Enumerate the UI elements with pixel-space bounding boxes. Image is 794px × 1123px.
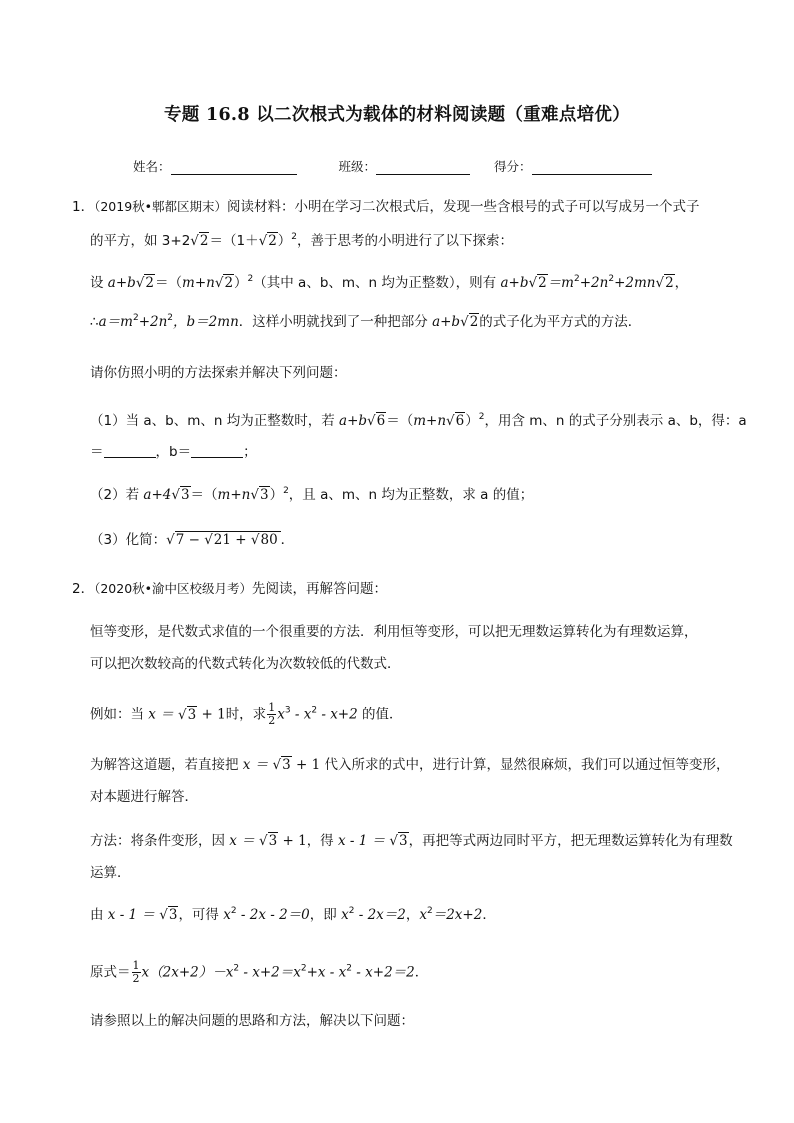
sqrt-expression (250, 486, 269, 504)
sqrt-expression (446, 412, 465, 430)
text: ， (674, 275, 689, 291)
q1-intro-line2 (90, 232, 513, 250)
exponent: 2 (132, 313, 139, 323)
math: ，b＝2mn (173, 314, 239, 330)
radicand: 21 + (213, 532, 251, 548)
text: ． (482, 907, 496, 923)
sqrt-expression (389, 832, 408, 850)
text: 设 (90, 275, 108, 291)
q2-intro: 先阅读，再解答问题： (252, 581, 388, 597)
math: ＝2x+2 (432, 907, 483, 923)
text: ． (280, 532, 295, 548)
text: （其中 a、b、m、n 均为正整数），则有 (253, 275, 501, 291)
radicand: 3 (180, 487, 190, 503)
text: ， (405, 907, 420, 923)
q1-part1-line2 (90, 443, 257, 461)
radicand: 2 (469, 314, 479, 330)
math: x (419, 907, 427, 923)
q2-number: 2． (72, 581, 95, 597)
fraction (132, 960, 141, 985)
radicand: 2 (268, 233, 277, 249)
text: ） (465, 413, 479, 429)
q2-para1-line2: 可以把次数较高的代数式转化为次数较低的代数式． (90, 656, 401, 672)
sqrt-expression (367, 412, 386, 430)
denominator: 2 (268, 714, 276, 727)
radicand: 3 (399, 833, 408, 849)
sqrt-expression (178, 706, 197, 724)
text: 例如：当 (90, 706, 149, 723)
sqrt-icon: √ (214, 275, 224, 291)
q2-source: （2020秋•渝中区校级月考） (94, 581, 253, 596)
radicand: 80 (260, 532, 278, 548)
math: - 2x - 2＝0 (236, 907, 310, 923)
q2-method-line1 (90, 832, 733, 850)
numerator: 1 (268, 701, 276, 714)
sqrt-icon: √ (204, 532, 213, 548)
sqrt-icon: √ (178, 706, 187, 723)
sqrt-expression (259, 832, 278, 850)
sqrt-icon: √ (258, 233, 268, 249)
math: a+b (339, 413, 368, 429)
exponent: 2 (348, 906, 355, 916)
text: ，b＝ (155, 444, 192, 460)
math: x ＝ (148, 706, 178, 723)
math: m+n (217, 487, 251, 503)
sqrt-icon: √ (135, 275, 145, 291)
q1-setup-line (90, 274, 688, 292)
radicand: 2 (224, 275, 234, 291)
math: - x (290, 706, 312, 723)
student-info-row (133, 157, 652, 175)
math: x (223, 907, 231, 923)
score-field[interactable] (532, 160, 652, 175)
sqrt-icon: √ (250, 532, 260, 548)
text: ＝（1＋ (209, 233, 259, 249)
q2-para1-line1: 恒等变形，是代数式求值的一个很重要的方法．利用恒等变形，可以把无理数运算转化为有理数运算， (90, 624, 698, 640)
exponent: 2 (247, 274, 254, 284)
q1-number: 1． (72, 199, 95, 215)
answer-blank-a[interactable] (104, 444, 156, 458)
text: ） (277, 233, 292, 249)
math: m+n (182, 275, 215, 291)
text: ） (269, 487, 284, 503)
math: a+b (500, 275, 529, 291)
exponent: 2 (478, 412, 485, 422)
title-prefix: 专题 (163, 105, 200, 125)
text: ，即 (309, 907, 342, 923)
text: ，再把等式两边同时平方，把无理数运算转化为有理数 (408, 833, 733, 849)
text: 方法：将条件变形，因 (90, 833, 230, 849)
exponent: 3 (284, 705, 291, 716)
math: + 1 (291, 757, 321, 773)
sqrt-icon: √ (460, 314, 469, 330)
sqrt-icon: √ (159, 907, 168, 923)
sqrt-icon: √ (171, 487, 180, 503)
text: ，可得 (178, 907, 224, 923)
q1-therefore-line (90, 313, 641, 331)
radicand: 7 − (175, 532, 205, 548)
sqrt-expression (460, 313, 479, 331)
exponent: 2 (346, 963, 353, 974)
radicand: 2 (538, 275, 547, 291)
q1-part1-line1 (90, 412, 747, 430)
q2-example (90, 702, 403, 727)
sqrt-icon: √ (166, 532, 175, 548)
text: 为解答这道题，若直接把 (90, 757, 243, 773)
q1-source: （2019秋•郫都区期末） (94, 199, 228, 214)
q1-instruction: 请你仿照小明的方法探索并解决下列问题： (90, 365, 347, 381)
math: - x+2＝2 (352, 964, 415, 981)
page-title (0, 101, 794, 126)
q2-original-expression (90, 960, 428, 985)
title-number: 16.8 (205, 105, 250, 125)
q1-part2 (90, 486, 533, 504)
radicand: 2 (665, 275, 674, 291)
radicand: 2 (199, 233, 209, 249)
text: ＝（ (386, 413, 414, 429)
radicand: 6 (376, 413, 386, 429)
class-label: 班级： (338, 159, 377, 174)
math: a＝m (98, 314, 133, 330)
name-label: 姓名： (133, 159, 171, 174)
sqrt-expression (273, 756, 292, 774)
text: ，用含 m、n 的式子分别表示 a、b，得：a (484, 413, 747, 429)
fraction (267, 702, 276, 727)
text: ） (234, 275, 248, 291)
q2-derive (90, 906, 496, 924)
radicand: 3 (268, 833, 278, 849)
math: m+n (413, 413, 447, 429)
math: x ＝ (242, 757, 273, 773)
text: 的值． (357, 706, 403, 723)
math: - 2x＝2 (354, 907, 406, 923)
sqrt-icon: √ (272, 757, 282, 773)
text: ． (414, 964, 429, 981)
math: x - 1 ＝ (107, 907, 160, 923)
text: ．这样小明就找到了一种把部分 (238, 314, 433, 330)
title-rest: 以二次根式为载体的材料阅读题（重难点培优） (256, 105, 631, 125)
score-label: 得分： (494, 159, 532, 174)
text: ； (243, 444, 257, 460)
exponent: 2 (233, 963, 240, 974)
exponent: 2 (283, 486, 289, 496)
radicand: 3 (168, 907, 178, 923)
sqrt-expression (655, 274, 674, 292)
text: ＝（ (155, 275, 183, 291)
text: ，得 (306, 833, 338, 849)
sqrt-icon: √ (528, 275, 538, 291)
text: 时，求 (225, 706, 267, 723)
math: a+b (432, 314, 461, 330)
math: +2n (138, 314, 168, 330)
math: a+b (107, 275, 136, 291)
radicand: 3 (282, 757, 291, 773)
exponent: 2 (291, 232, 298, 242)
nested-sqrt-expression (166, 531, 281, 549)
math: + 1 (278, 833, 307, 849)
q2-solve-line2: 对本题进行解答． (90, 789, 198, 805)
sqrt-icon: √ (259, 833, 268, 849)
sqrt-expression (136, 274, 155, 292)
text: 的式子化为平方式的方法． (479, 314, 642, 330)
sqrt-icon: √ (367, 413, 376, 429)
sqrt-icon: √ (446, 413, 455, 429)
name-field[interactable] (171, 160, 297, 175)
radicand: 2 (145, 275, 155, 291)
denominator: 2 (132, 972, 140, 985)
radicand: 3 (187, 706, 197, 723)
class-field[interactable] (376, 160, 470, 175)
sqrt-expression (215, 274, 234, 292)
text: 由 (90, 907, 108, 923)
math: +x - x (306, 964, 347, 981)
sqrt-expression (190, 232, 209, 250)
text: ＝ (90, 444, 104, 460)
sqrt-expression (171, 486, 190, 504)
q2-method-line2: 运算． (90, 865, 131, 881)
q1-intro: 阅读材料：小明在学习二次根式后，发现一些含根号的式子可以写成另一个式子 (227, 199, 700, 215)
q2-header (72, 580, 387, 598)
text: 原式＝ (90, 964, 131, 981)
sqrt-icon: √ (389, 833, 399, 849)
sqrt-icon: √ (655, 275, 665, 291)
text: 代入所求的式中，进行计算，显然很麻烦，我们可以通过恒等变形， (320, 757, 730, 773)
math: x（2x+2）－x (141, 964, 234, 981)
q1-part3 (90, 531, 294, 549)
sqrt-expression (159, 906, 178, 924)
text: 的平方，如 3+2 (90, 233, 191, 249)
math: x (341, 907, 349, 923)
text: （1）当 a、b、m、n 均为正整数时，若 (90, 413, 340, 429)
math: x (277, 706, 285, 723)
answer-blank-b[interactable] (191, 444, 243, 458)
math: x - 1 ＝ (337, 833, 390, 849)
q1-header (72, 198, 700, 216)
math: - x+2＝x (239, 964, 301, 981)
sqrt-icon: √ (190, 233, 199, 249)
math: +2mn (614, 275, 656, 291)
exponent: 2 (300, 963, 307, 974)
math: +2n (579, 275, 609, 291)
text: ＝（ (190, 487, 218, 503)
radicand: 3 (259, 487, 269, 503)
exponent: 2 (426, 906, 433, 916)
math: a+4 (143, 487, 172, 503)
exponent: 2 (608, 274, 615, 284)
exponent: 2 (311, 705, 318, 716)
text: （3）化简： (90, 532, 167, 548)
radicand: 6 (455, 413, 465, 429)
therefore-symbol: ∴ (90, 314, 99, 330)
exponent: 2 (230, 906, 237, 916)
sqrt-icon: √ (250, 487, 259, 503)
exponent: 2 (573, 274, 580, 284)
math: ＝m (547, 275, 574, 291)
q2-closing: 请参照以上的解决问题的思路和方法，解决以下问题： (90, 1013, 414, 1029)
text: ，且 a、m、n 均为正整数，求 a 的值； (288, 487, 534, 503)
numerator: 1 (132, 959, 140, 972)
math: x ＝ (229, 833, 259, 849)
math: + 1 (197, 706, 226, 723)
q2-solve-line1 (90, 756, 729, 774)
text: ，善于思考的小明进行了以下探索： (297, 233, 514, 249)
sqrt-expression (259, 232, 278, 250)
sqrt-expression (528, 274, 547, 292)
text: （2）若 (90, 487, 144, 503)
exponent: 2 (167, 313, 174, 323)
math: - x+2 (317, 706, 358, 723)
